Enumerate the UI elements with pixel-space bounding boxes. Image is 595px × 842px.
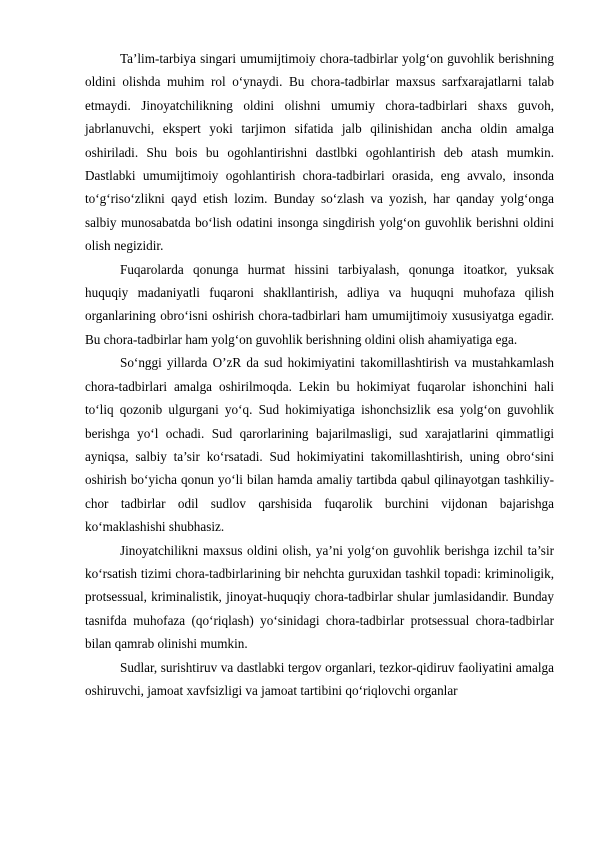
paragraph-5: Sudlar, surishtiruv va dastlabki tergov organlari, tezkor-qidiruv faoliyatini amalga oshiruvchi, jamoat xavfsizligi va jamoat tartibini qo‘riqlovchi organlar [85,659,554,698]
paragraph-3: So‘nggi yillarda O’zR da sud hokimiyatini takomillashtirish va mustahkamlash chora-tadbirlari amalga oshirilmoqda. Lekin bu hokimiyat fuqarolar ishonchini hali to‘liq qozonib ulgurgani yo‘q. Sud hokimiyatiga ishonchsizlik esa yolg‘on guvohlik berishga yo‘l ochadi. Sud qarorlarining bajarilmasligi, sud xarajatlarini qimmatligi ayniqsa, salbiy ta’sir ko‘rsatadi. Sud hokimiyatini takomillashtirish, uning obro‘sini oshirish bo‘yicha qonun yo‘li bilan hamda amaliy tartibda qabul qilinayotgan tashkiliy-chor tadbirlar odil sudlov qarshisida fuqarolik burchini vijdonan bajarishga ko‘maklashishi shubhasiz. [85,355,554,535]
paragraph-2: Fuqarolarda qonunga hurmat hissini tarbiyalash, qonunga itoatkor, yuksak huquqiy madaniyatli fuqaroni shakllantirish, adliya va huquqni muhofaza qilish organlarining obro‘isni oshirish chora-tadbirlari ham umumijtimoiy xususiyatga egadir. Bu chora-tadbirlar ham yolg‘on guvohlik berishning oldini olish ahamiyatiga ega. [85,261,554,347]
paragraph-4: Jinoyatchilikni maxsus oldini olish, ya’ni yolg‘on guvohlik berishga izchil ta’sir ko‘rsatish tizimi chora-tadbirlarining bir nehchta guruxidan tashkil topadi: kriminoligik, protsessual, kriminalistik, jinoyat-huquqiy chora-tadbirlar shular jumlasidandir. Bunday tasnifda muhofaza (qo‘riqlash) yo‘sinidagi chora-tadbirlar protsessual chora-tadbirlar bilan qamrab olinishi mumkin. [85,542,554,652]
document-page [85,47,554,702]
paragraph-1: Ta’lim-tarbiya singari umumijtimoiy chora-tadbirlar yolg‘on guvohlik berishning oldini olishda muhim rol o‘ynaydi. Bu chora-tadbirlar maxsus sarfxarajatlarni talab etmaydi. Jinoyatchilikning oldini olishni umumiy chora-tadbirlari shaxs guvoh, jabrlanuvchi, ekspert yoki tarjimon sifatida jalb qilinishidan ancha oldin amalga oshiriladi. Shu bois bu ogohlantirishni dastlbki ogohlantirish deb atash mumkin. Dastlabki umumijtimoiy ogohlantirish chora-tadbirlari orasida, eng avvalo, insonda to‘g‘riso‘zlikni qayd etish lozim. Bunday so‘zlash va yozish, har qanday yolg‘onga salbiy munosabatda bo‘lish odatini insonga singdirish yolg‘on guvohlik berishni oldini olish negizidir. [85,51,554,254]
